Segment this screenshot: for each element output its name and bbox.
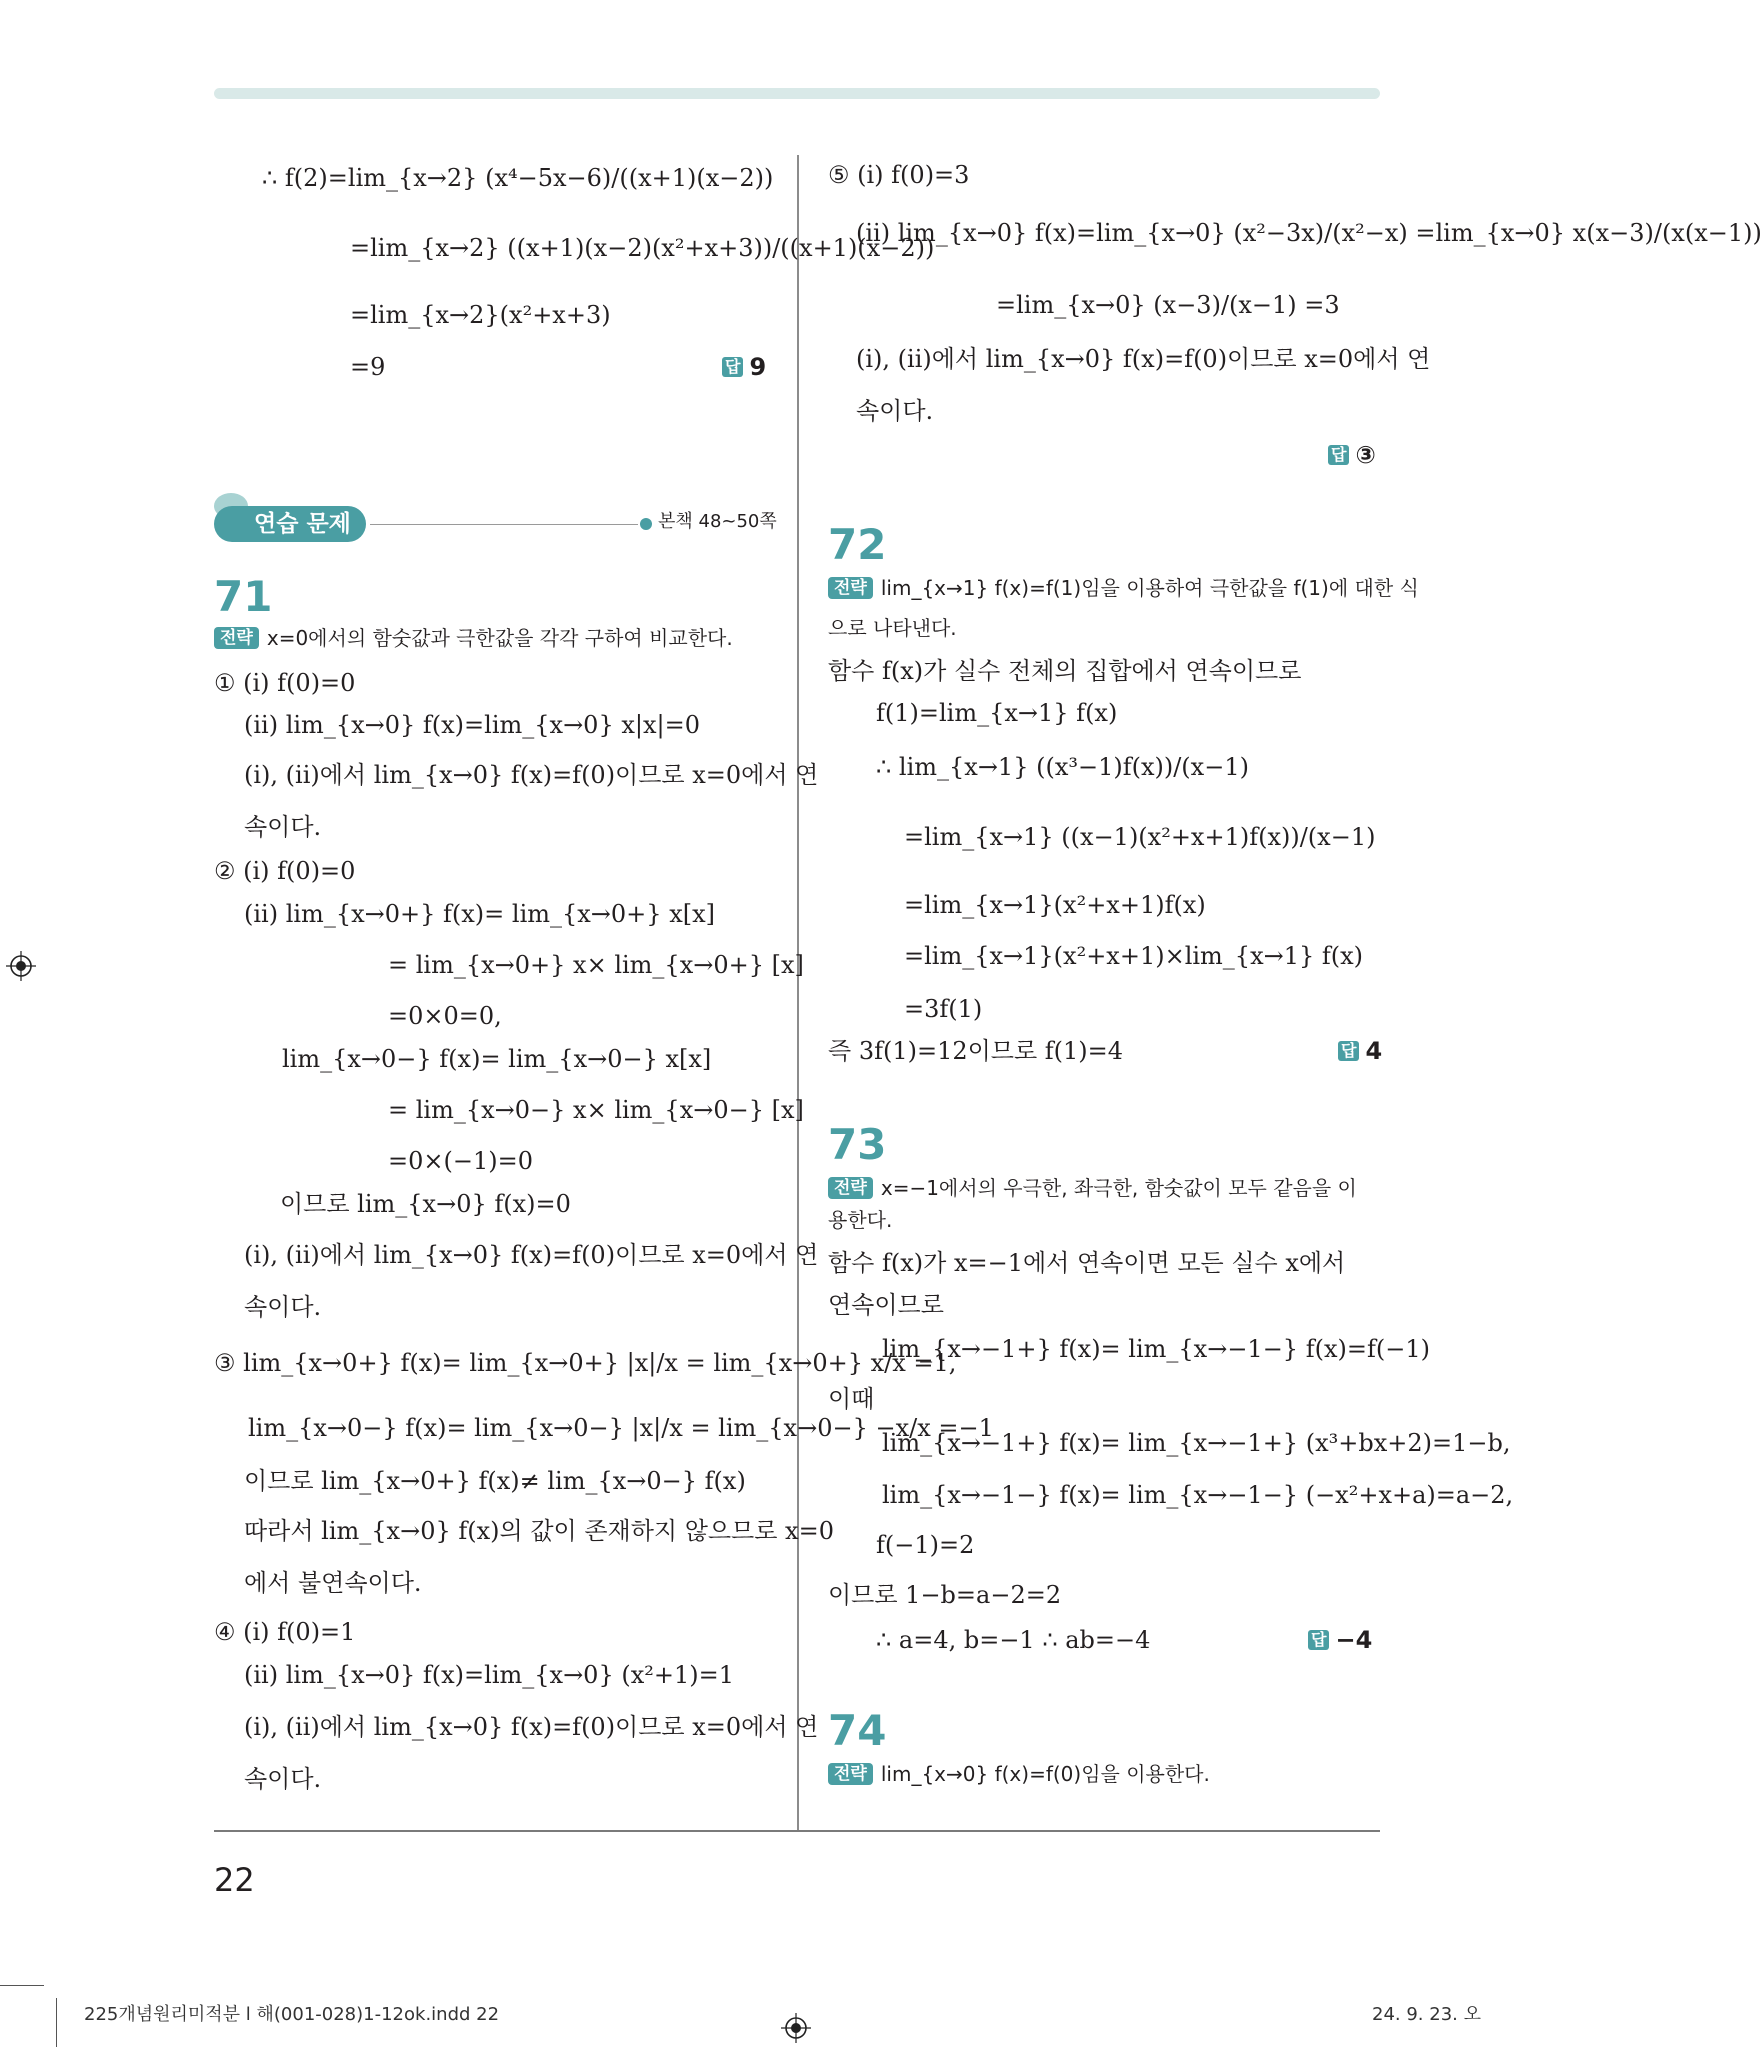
- math-line: lim_{x→−1+} f(x)= lim_{x→−1−} f(x)=f(−1): [882, 1335, 1430, 1363]
- math-line: =0×0=0,: [388, 1002, 502, 1030]
- strategy-text: x=0에서의 함숫값과 극한값을 각각 구하여 비교한다.: [266, 626, 733, 650]
- registration-mark-icon: [6, 951, 36, 981]
- strategy-label: 전략: [828, 1177, 873, 1199]
- math-line: 이므로 lim_{x→0} f(x)=0: [280, 1190, 571, 1218]
- strategy-text: lim_{x→1} f(x)=f(1)임을 이용하여 극한값을 f(1)에 대한 식: [880, 576, 1419, 600]
- math-line: ① (i) f(0)=0: [214, 669, 356, 697]
- problem-number: 74: [828, 1706, 887, 1755]
- math-line: =3f(1): [904, 995, 983, 1023]
- math-line: 속이다.: [244, 1765, 322, 1793]
- math-line: ⑤ (i) f(0)=3: [828, 161, 970, 189]
- math-line: ④ (i) f(0)=1: [214, 1618, 356, 1646]
- answer-tag: 답: [1308, 1630, 1329, 1650]
- math-line: 연속이므로: [828, 1291, 944, 1319]
- math-line: 이므로 1−b=a−2=2: [828, 1581, 1062, 1609]
- answer-tag: 답: [1338, 1041, 1359, 1061]
- textbook-page-ref: 본책 48~50쪽: [658, 511, 777, 532]
- math-line: =lim_{x→2} ((x+1)(x−2)(x²+x+3))/((x+1)(x−2)): [350, 234, 935, 262]
- answer-tag: 답: [722, 357, 743, 377]
- problem-number: 71: [214, 572, 273, 621]
- math-line: (ii) lim_{x→0} f(x)=lim_{x→0} (x²+1)=1: [244, 1661, 734, 1689]
- math-line: =0×(−1)=0: [388, 1147, 533, 1175]
- answer: [1308, 1625, 1372, 1655]
- practice-heading: [214, 506, 366, 542]
- bottom-rule: [214, 1830, 1380, 1832]
- answer-value: 4: [1365, 1037, 1383, 1065]
- column-divider: [797, 155, 799, 1830]
- strategy-text: lim_{x→0} f(x)=f(0)임을 이용한다.: [880, 1762, 1210, 1786]
- math-line: =lim_{x→1} ((x−1)(x²+x+1)f(x))/(x−1): [904, 823, 1376, 851]
- page-number: 22: [214, 1861, 255, 1899]
- strategy: [828, 1174, 1357, 1202]
- math-line: (ii) lim_{x→0} f(x)=lim_{x→0} (x²−3x)/(x²−x) =lim_{x→0} x(x−3)/(x(x−1)): [856, 219, 1762, 247]
- math-line: (i), (ii)에서 lim_{x→0} f(x)=f(0)이므로 x=0에서 연: [244, 1713, 819, 1741]
- answer-value: 9: [749, 353, 767, 381]
- answer: [722, 352, 766, 382]
- math-line: ③ lim_{x→0+} f(x)= lim_{x→0+} |x|/x = lim_{x→0+} x/x =1,: [214, 1349, 957, 1377]
- math-line: ∴ f(2)=lim_{x→2} (x⁴−5x−6)/((x+1)(x−2)): [262, 164, 774, 192]
- math-line: 에서 불연속이다.: [244, 1569, 422, 1597]
- math-line: f(−1)=2: [876, 1531, 975, 1559]
- math-line: =lim_{x→1}(x²+x+1)×lim_{x→1} f(x): [904, 942, 1364, 970]
- math-line: 이므로 lim_{x→0+} f(x)≠ lim_{x→0−} f(x): [244, 1467, 746, 1495]
- strategy-label: 전략: [828, 577, 873, 599]
- math-line: lim_{x→0−} f(x)= lim_{x→0−} x[x]: [282, 1045, 712, 1073]
- answer-value: −4: [1335, 1626, 1373, 1654]
- answer-value: ③: [1355, 441, 1376, 469]
- math-line: (i), (ii)에서 lim_{x→0} f(x)=f(0)이므로 x=0에서 연: [244, 761, 819, 789]
- practice-heading-rule: [370, 524, 638, 525]
- math-line: 즉 3f(1)=12이므로 f(1)=4: [828, 1037, 1124, 1065]
- registration-mark-icon: [781, 2013, 811, 2043]
- crop-mark: [56, 1998, 57, 2047]
- math-line: 함수 f(x)가 실수 전체의 집합에서 연속이므로: [828, 657, 1302, 685]
- math-line: 이때: [828, 1385, 875, 1413]
- strategy-label: 전략: [214, 627, 259, 649]
- math-line: = lim_{x→0+} x× lim_{x→0+} [x]: [388, 951, 804, 979]
- footer-filename: 225개념원리미적분 l 해(001-028)1-12ok.indd 22: [84, 2004, 500, 2025]
- answer-tag: 답: [1328, 445, 1349, 465]
- footer-date: 24. 9. 23. 오: [1372, 2004, 1481, 2025]
- strategy-text: 용한다.: [828, 1208, 893, 1232]
- strategy-text: 으로 나타낸다.: [828, 616, 957, 640]
- math-line: (ii) lim_{x→0+} f(x)= lim_{x→0+} x[x]: [244, 900, 715, 928]
- bullet-icon: [640, 518, 652, 530]
- math-line: lim_{x→−1+} f(x)= lim_{x→−1+} (x³+bx+2)=1−b,: [882, 1429, 1511, 1457]
- crop-mark: [0, 1985, 44, 1986]
- answer: [1328, 440, 1376, 470]
- math-line: (i), (ii)에서 lim_{x→0} f(x)=f(0)이므로 x=0에서 연: [856, 345, 1431, 373]
- math-line: 속이다.: [244, 1293, 322, 1321]
- strategy: [214, 624, 733, 652]
- math-line: =lim_{x→1}(x²+x+1)f(x): [904, 891, 1206, 919]
- problem-number: 72: [828, 520, 887, 569]
- strategy-text: x=−1에서의 우극한, 좌극한, 함숫값이 모두 같음을 이: [880, 1176, 1357, 1200]
- problem-number: 73: [828, 1120, 887, 1169]
- math-line: = lim_{x→0−} x× lim_{x→0−} [x]: [388, 1096, 804, 1124]
- math-line: (i), (ii)에서 lim_{x→0} f(x)=f(0)이므로 x=0에서 연: [244, 1241, 819, 1269]
- math-line: lim_{x→0−} f(x)= lim_{x→0−} |x|/x = lim_{x→0−} −x/x =−1: [248, 1414, 994, 1442]
- strategy: [828, 1760, 1210, 1788]
- strategy: [828, 574, 1419, 602]
- math-line: ∴ lim_{x→1} ((x³−1)f(x))/(x−1): [876, 753, 1249, 781]
- math-line: ② (i) f(0)=0: [214, 857, 356, 885]
- math-line: ∴ a=4, b=−1 ∴ ab=−4: [876, 1626, 1151, 1654]
- strategy-label: 전략: [828, 1763, 873, 1785]
- math-line: 따라서 lim_{x→0} f(x)의 값이 존재하지 않으므로 x=0: [244, 1517, 834, 1545]
- math-line: =lim_{x→0} (x−3)/(x−1) =3: [996, 291, 1340, 319]
- practice-title: 연습 문제: [254, 511, 351, 537]
- math-line: 속이다.: [856, 397, 934, 425]
- answer: [1338, 1036, 1382, 1066]
- math-line: f(1)=lim_{x→1} f(x): [876, 699, 1118, 727]
- math-line: 속이다.: [244, 813, 322, 841]
- math-line: 함수 f(x)가 x=−1에서 연속이면 모든 실수 x에서: [828, 1249, 1346, 1277]
- math-line: =9: [350, 353, 386, 381]
- math-line: =lim_{x→2}(x²+x+3): [350, 301, 611, 329]
- math-line: (ii) lim_{x→0} f(x)=lim_{x→0} x|x|=0: [244, 711, 700, 739]
- math-line: lim_{x→−1−} f(x)= lim_{x→−1−} (−x²+x+a)=a−2,: [882, 1481, 1514, 1509]
- top-decorative-bar: [214, 88, 1380, 99]
